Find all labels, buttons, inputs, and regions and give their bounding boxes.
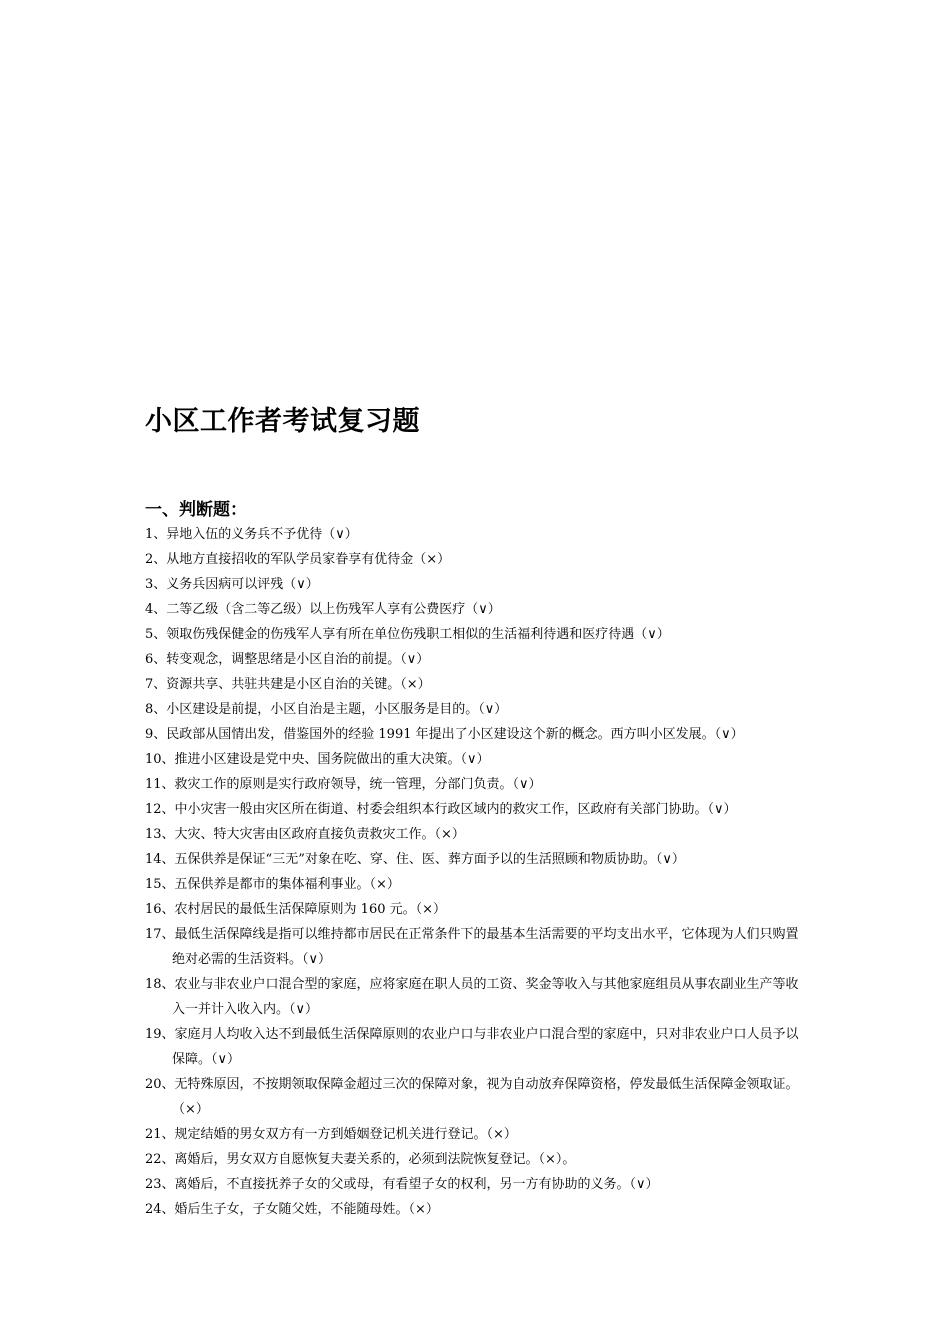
list-item: 2、从地方直接招收的军队学员家眷享有优待金（×） xyxy=(145,552,451,567)
list-item: 1、异地入伍的义务兵不予优待（∨） xyxy=(145,527,358,542)
list-item: 15、五保供养是都市的集体福利事业。（×） xyxy=(145,877,400,892)
list-item: 16、农村居民的最低生活保障原则为 160 元。（×） xyxy=(145,902,447,917)
list-item: 8、小区建设是前提，小区自治是主题，小区服务是目的。（∨） xyxy=(145,702,508,717)
page-title: 小区工作者考试复习题 xyxy=(145,406,420,437)
list-item: 23、离婚后，不直接抚养子女的父或母，有看望子女的权利，另一方有协助的义务。（∨） xyxy=(145,1177,659,1192)
question-list xyxy=(145,522,810,1222)
list-item: 3、义务兵因病可以评残（∨） xyxy=(145,577,319,592)
list-item: 5、领取伤残保健金的伤残军人享有所在单位伤残职工相似的生活福利待遇和医疗待遇（∨） xyxy=(145,627,670,642)
list-item: 18、农业与非农业户口混合型的家庭，应将家庭在职人员的工资、奖金等收入与其他家庭组员从事农副业生产等收入一并计入收入内。（∨） xyxy=(145,977,799,1017)
list-item: 20、无特殊原因，不按期领取保障金超过三次的保障对象，视为自动放弃保障资格，停发最低生活保障金领取证。（×） xyxy=(145,1077,799,1117)
list-item: 24、婚后生子女，子女随父姓，不能随母姓。（×） xyxy=(145,1202,439,1217)
list-item: 13、大灾、特大灾害由区政府直接负责救灾工作。（×） xyxy=(145,827,465,842)
list-item: 11、救灾工作的原则是实行政府领导，统一管理，分部门负责。（∨） xyxy=(145,777,542,792)
list-item: 21、规定结婚的男女双方有一方到婚姻登记机关进行登记。（×） xyxy=(145,1127,517,1142)
list-item: 7、资源共享、共驻共建是小区自治的关键。（×） xyxy=(145,677,431,692)
list-item: 19、家庭月人均收入达不到最低生活保障原则的农业户口与非农业户口混合型的家庭中，只对非农业户口人员予以保障。（∨） xyxy=(145,1027,799,1067)
list-item: 12、中小灾害一般由灾区所在街道、村委会组织本行政区域内的救灾工作，区政府有关部门协助。（∨） xyxy=(145,802,737,817)
list-item: 14、五保供养是保证“三无”对象在吃、穿、住、医、葬方面予以的生活照顾和物质协助。（∨） xyxy=(145,852,685,867)
list-item: 4、二等乙级（含二等乙级）以上伤残军人享有公费医疗（∨） xyxy=(145,602,501,617)
list-item: 9、民政部从国情出发，借鉴国外的经验 1991 年提出了小区建设这个新的概念。西方叫小区发展。（∨） xyxy=(145,727,744,742)
list-item: 22、离婚后，男女双方自愿恢复夫妻关系的，必须到法院恢复登记。（×）。 xyxy=(145,1152,576,1167)
list-item: 10、推进小区建设是党中央、国务院做出的重大决策。（∨） xyxy=(145,752,490,767)
list-item: 17、最低生活保障线是指可以维持都市居民在正常条件下的最基本生活需要的平均支出水平，它体现为人们只购置绝对必需的生活资料。（∨） xyxy=(145,927,799,967)
section-heading-true-false: 一、判断题： xyxy=(145,500,247,520)
list-item: 6、转变观念，调整思绪是小区自治的前提。（∨） xyxy=(145,652,430,667)
